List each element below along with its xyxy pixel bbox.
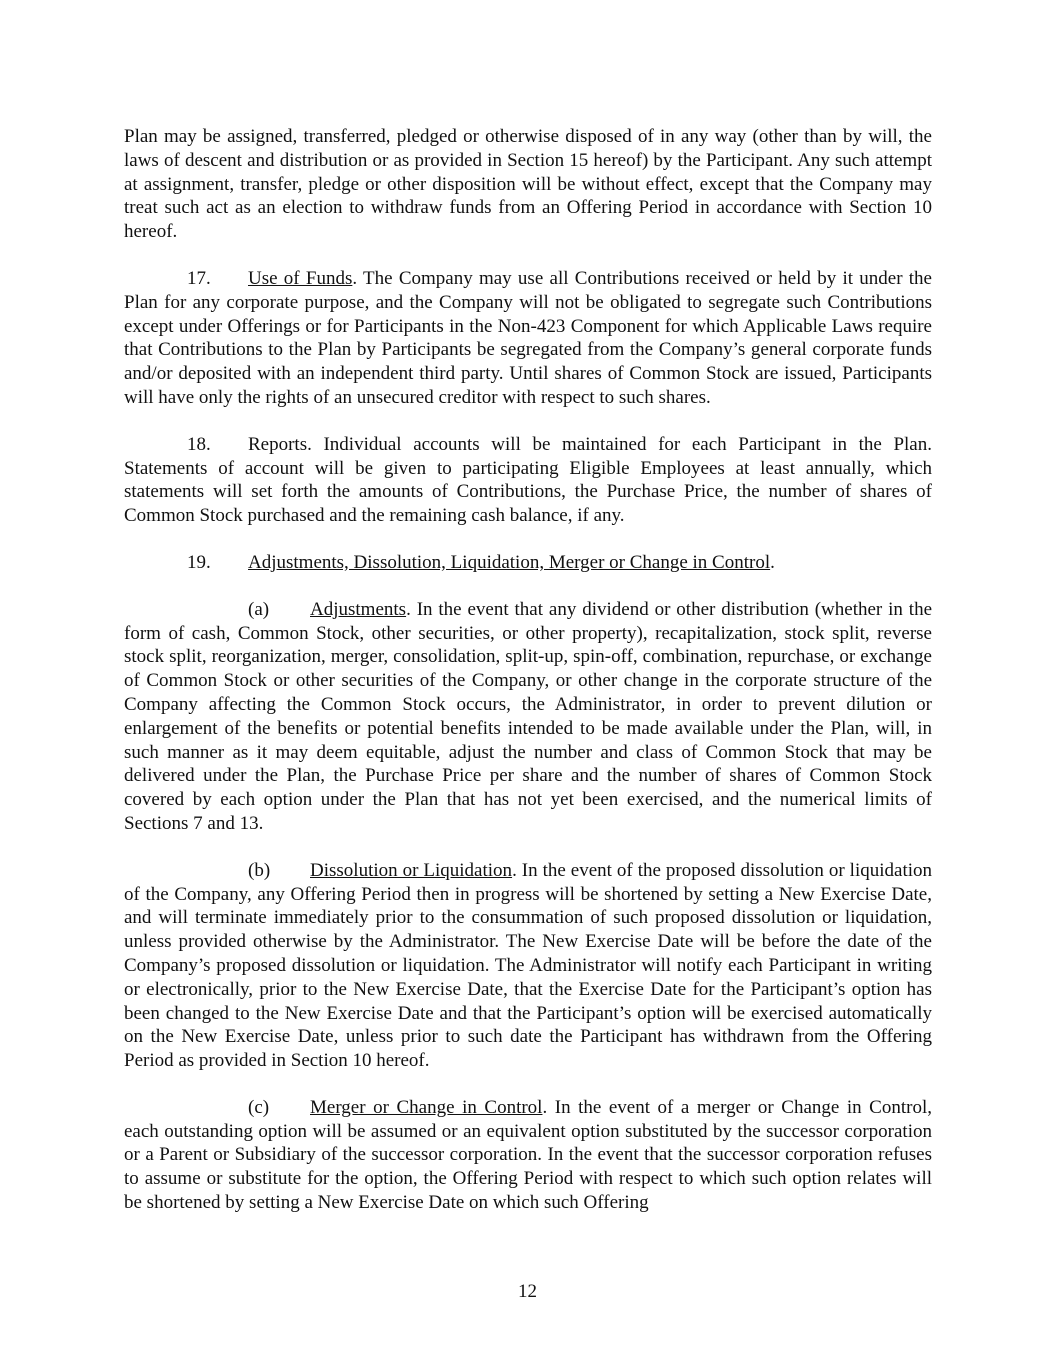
section-18-number: 18. (187, 433, 211, 455)
subsection-a-heading: Adjustments (310, 598, 407, 620)
page-number: 12 (518, 1281, 537, 1302)
section-19-heading: Adjustments, Dissolution, Liquidation, Merger or Change in Control (248, 551, 771, 573)
subsection-b (124, 859, 932, 1073)
subsection-c-label: (c) (248, 1096, 270, 1118)
subsection-b-body: . In the event of the proposed dissolution or liquidation of the Company, any Offering Period then in progress will be shortened by setting a New Exercise Date, and will terminate immediately prior to the consummation of such proposed dissolution or liquidation, unless provided otherwise by the Administrator. The New Exercise Date will be before the date of the Company’s proposed dissolution or liquidation. The Administrator will notify each Participant in writing or electronically, prior to the New Exercise Date, that the Exercise Date for the Participant’s option has been changed to the New Exercise Date and that the Participant’s option will be exercised automatically on the New Exercise Date, unless prior to such date the Participant has withdrawn from the Offering Period as provided in Section 10 hereof. (124, 859, 933, 1072)
section-17-heading: Use of Funds (248, 267, 353, 289)
section-17 (124, 267, 932, 410)
intro-paragraph: Plan may be assigned, transferred, pledged or otherwise disposed of in any way (other than by will, the laws of descent and distribution or as provided in Section 15 hereof) by the Participant. Any such attempt at assignment, transfer, pledge or other disposition will be without effect, except that the Company may treat such act as an election to withdraw funds from an Offering Period in accordance with Section 10 hereof. (124, 126, 932, 243)
section-18 (124, 433, 932, 528)
subsection-c-heading: Merger or Change in Control (310, 1096, 543, 1118)
section-17-number: 17. (187, 267, 211, 289)
section-19 (124, 551, 932, 575)
subsection-c-body: . In the event of a merger or Change in Control, each outstanding option will be assumed or an equivalent option substituted by the successor corporation or a Parent or Subsidiary of the successor corporation. In the event that the successor corporation refuses to assume or substitute for the option, the Offering Period with respect to which such option relates will be shortened by setting a New Exercise Date on which such Offering (124, 1096, 932, 1214)
subsection-a (124, 598, 932, 836)
section-18-heading: Reports (248, 433, 308, 455)
section-19-number: 19. (187, 551, 211, 573)
document-page (124, 125, 932, 1238)
section-17-body: . The Company may use all Contributions received or held by it under the Plan for any corporate purpose, and the Company will not be obligated to segregate such Contributions except under Offerings or for Participants in the Non-423 Component for which Applicable Laws require that Contributions to the Plan by Participants be segregated from the Company’s general corporate funds and/or deposited with an independent third party. Until shares of Common Stock are issued, Participants will have only the rights of an unsecured creditor with respect to such shares. (124, 267, 932, 408)
subsection-c (124, 1096, 932, 1215)
section-18-body: . Individual accounts will be maintained for each Participant in the Plan. Statements of account will be given to participating Eligible Employees at least annually, which statements will set forth the amounts of Contributions, the Purchase Price, the number of shares of Common Stock purchased and the remaining cash balance, if any. (124, 433, 932, 527)
subsection-a-label: (a) (248, 598, 270, 620)
section-19-trailing: . (770, 551, 775, 573)
subsection-b-label: (b) (248, 859, 271, 881)
subsection-a-body: . In the event that any dividend or other distribution (whether in the form of cash, Common Stock, other securities, or other property), recapitalization, stock split, reverse stock split, reorganization, merger, consolidation, split-up, spin-off, combination, repurchase, or exchange of Common Stock or other securities of the Company, or other change in the corporate structure of the Company affecting the Common Stock occurs, the Administrator, in order to prevent dilution or enlargement of the benefits or potential benefits intended to be made available under the Plan, will, in such manner as it may deem equitable, adjust the number and class of Common Stock that may be delivered under the Plan, the Purchase Price per share and the number of shares of Common Stock covered by each option under the Plan that has not yet been exercised, and the numerical limits of Sections 7 and 13. (124, 598, 932, 834)
subsection-b-heading: Dissolution or Liquidation (310, 859, 513, 881)
